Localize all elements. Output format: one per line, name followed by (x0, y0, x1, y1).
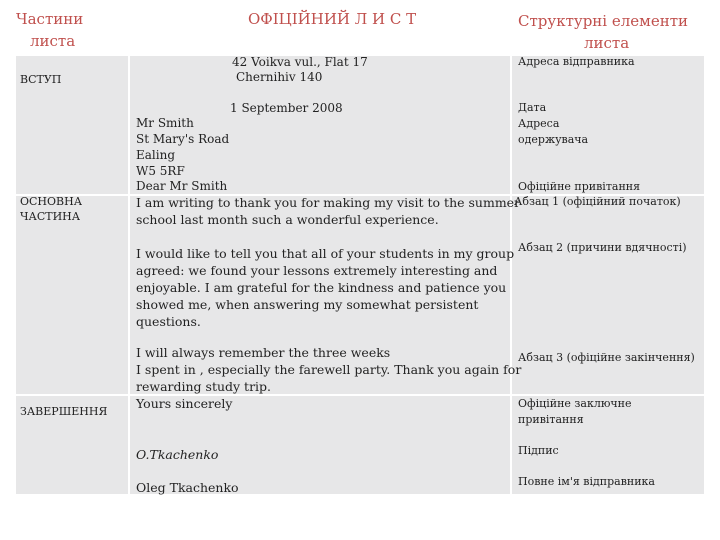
section-main-line2: ЧАСТИНА (20, 210, 81, 223)
paragraph2-line: showed me, when answering my somewhat persistent (136, 297, 479, 312)
letter-salutation: Dear Mr Smith (136, 179, 228, 193)
header-parts-line2: листа (30, 32, 76, 50)
element-full-name: Повне ім'я відправника (518, 475, 655, 488)
section-main-line1: ОСНОВНА (20, 195, 83, 208)
paragraph2-line: agreed: we found your lessons extremely interesting and (136, 263, 498, 278)
letter-full-name: Oleg Tkachenko (136, 480, 239, 495)
letter-date: 1 September 2008 (230, 101, 343, 115)
paragraph3-line: I spent in , especially the farewell party. Thank you again for (136, 362, 522, 377)
header-elements-line2: листа (584, 34, 630, 52)
sender-address-line: Chernihiv 140 (236, 70, 323, 84)
sender-address-line: 42 Voikva vul., Flat 17 (232, 55, 368, 69)
letter-structure-table (16, 8, 704, 494)
element-closing-line: Офіційне заключне (518, 397, 632, 410)
recipient-address-line: W5 5RF (136, 164, 185, 178)
element-recipient-line: Адреса (518, 117, 560, 130)
element-recipient-line: одержувача (518, 133, 589, 146)
element-closing-line: привітання (518, 413, 584, 426)
paragraph3-line: I will always remember the three weeks (136, 345, 391, 360)
element-salutation: Офіційне привітання (518, 180, 641, 193)
letter-closing: Yours sincerely (136, 396, 233, 411)
element-sender-address: Адреса відправника (518, 55, 635, 68)
paragraph2-line: enjoyable. I am grateful for the kindness and patience you (136, 280, 507, 295)
element-para3: Абзац 3 (офіційне закінчення) (518, 351, 695, 364)
recipient-address-line: Ealing (136, 148, 175, 162)
section-intro: ВСТУП (20, 73, 62, 86)
paragraph1-line: I am writing to thank you for making my visit to the summer (136, 195, 521, 210)
paragraph2-line: questions. (136, 314, 201, 329)
element-date: Дата (518, 101, 547, 114)
element-para2: Абзац 2 (причини вдячності) (518, 241, 687, 254)
letter-signature: O.Tkachenko (136, 447, 219, 462)
section-conclusion: ЗАВЕРШЕННЯ (20, 405, 108, 418)
element-signature: Підпис (518, 444, 559, 457)
element-para1: Абзац 1 (офіційний початок) (514, 195, 681, 208)
paragraph1-line: school last month such a wonderful experience. (136, 212, 439, 227)
recipient-address-line: Mr Smith (136, 116, 194, 130)
paragraph2-line: I would like to tell you that all of your students in my group (136, 246, 515, 261)
header-letter-title: ОФІЦІЙНИЙ Л И С Т (248, 10, 417, 28)
paragraph3-line: rewarding study trip. (136, 379, 272, 394)
header-parts-line1: Частини (16, 10, 84, 28)
recipient-address-line: St Mary's Road (136, 132, 230, 146)
header-elements-line1: Структурні елементи (518, 12, 688, 30)
